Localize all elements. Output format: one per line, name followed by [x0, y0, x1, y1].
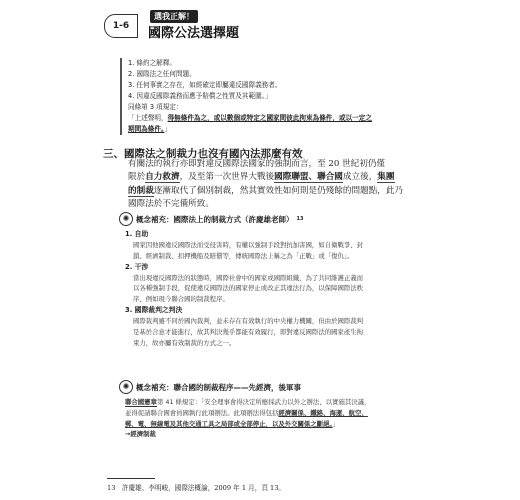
text-line	[125, 419, 409, 430]
page-number-tab: 1-6	[104, 14, 138, 38]
footnote-rule	[107, 478, 155, 479]
text-span: 並得促請聯合國會員國執行此項辦法。此項辦法得包括	[125, 408, 279, 417]
concept-title: 概念補充：聯合國的制裁程序——先經濟，後軍事	[136, 382, 301, 392]
concept-text	[125, 397, 409, 440]
paragraph-line: 國際法於不完備所致。	[128, 199, 214, 210]
highlight-text: 經濟關係、鐵路、海運、航空、	[278, 408, 368, 417]
text-span: 第 41 條規定：「安全理事會得決定所應採武力以外之辦法，以實施其決議，	[156, 398, 371, 406]
text-line	[125, 397, 409, 408]
quote-line: 1. 條約之解釋。	[128, 59, 176, 67]
concept-box	[119, 380, 409, 440]
text-line: 以各種強制手段，促使違反國際法的國家停止或改正其違法行為，以保障國際法秩	[133, 284, 364, 293]
quote-highlight: 得無條件為之，或以數個或特定之國家間彼此拘束為條件，或以一定之	[167, 114, 372, 122]
lightbulb-icon: ✺	[119, 380, 133, 394]
text-line: →經濟制裁	[125, 430, 156, 439]
concept-item-text	[133, 240, 409, 262]
header-badge: 選我正解！	[150, 10, 198, 23]
quote-line: 同條第 3 項規定：	[128, 103, 183, 111]
concept-title: 概念補充：國際法上的制裁方式（許慶雄老師）	[136, 214, 294, 224]
lightbulb-icon: ✺	[119, 212, 133, 226]
text-line: 序，例如現今聯合國的制裁程序。	[133, 295, 229, 304]
highlight-text: 郵、電、無線電及其他交通工具之局部或全部停止，以及外交關係之斷絕。	[125, 419, 333, 428]
text-line: 是基於合意才能進行，故其判決幾乎都能有效履行，即對違反國際法的國家產生拘	[133, 327, 364, 336]
section-heading: 三、國際法之制裁力也沒有國內法那麼有效	[103, 148, 303, 160]
paragraph-line: 限於自力救濟，及至第一次世界大戰後國際聯盟、聯合國成立後，集團	[128, 172, 395, 183]
paragraph-line: 的制裁逐漸取代了個別制裁，然其實效性如何則是仍殘餘的問題點，此乃	[128, 185, 404, 196]
concept-box	[119, 212, 409, 348]
concept-heading	[119, 380, 409, 394]
concept-item-text	[133, 273, 409, 305]
concept-item-label: 1. 自助	[125, 230, 149, 238]
text-line	[125, 408, 409, 419]
footnote: 13 許慶雄、李明峻，國際法概論，2009 年 1 月，頁 13。	[107, 484, 286, 492]
quote-highlight: 期間為條件。	[128, 125, 165, 133]
concept-item-label: 2. 干涉	[125, 262, 149, 271]
quote-text: 」	[164, 125, 171, 133]
paragraph-line: 有關法的執行亦即對違反國際法國家的強制而言，至 20 世紀初仍僅	[128, 159, 386, 169]
text-line: 當出現違反國際法的狀態時，國際社會中的國家或國際組織，為了共同維護正義而	[133, 273, 364, 282]
concept-item-text	[133, 316, 409, 348]
quote-line: 2. 國際法之任何問題。	[128, 70, 196, 78]
text-span: 」	[332, 419, 340, 428]
page-title: 國際公法選擇題	[148, 26, 240, 41]
concept-item-label: 3. 國際裁判之判決	[125, 305, 183, 314]
text-line: 國際裁判雖不同於國內裁判，並未存在有效執行的中央權力機關，但由於國際裁判	[133, 316, 364, 325]
quote-line	[128, 113, 411, 124]
section-paragraph	[128, 158, 408, 212]
bold-term: 聯合國憲章	[125, 398, 157, 406]
quote-line: 3. 任何事實之存在，如經確定即屬違反國際義務者。	[128, 81, 282, 89]
concept-heading	[119, 212, 409, 226]
quote-text: 「上述聲明，	[128, 114, 168, 122]
footnote-ref: 13	[296, 216, 304, 222]
quote-line	[128, 124, 411, 135]
text-line: 鎖、經濟制裁、扣押機船及賠償等，傳統國際法上稱之為「正戰」或「復仇」。	[133, 251, 354, 260]
quote-block	[120, 58, 411, 135]
text-line: 束力，故亦屬有效制裁的方式之一。	[133, 338, 236, 347]
text-line: 國家因他國違反國際法而受侵害時，有權以強制手段對抗加害國，如自衛戰爭、封	[133, 241, 364, 249]
quote-line: 4. 因違反國際義務而應予賠償之性質及其範圍。」	[128, 92, 272, 100]
